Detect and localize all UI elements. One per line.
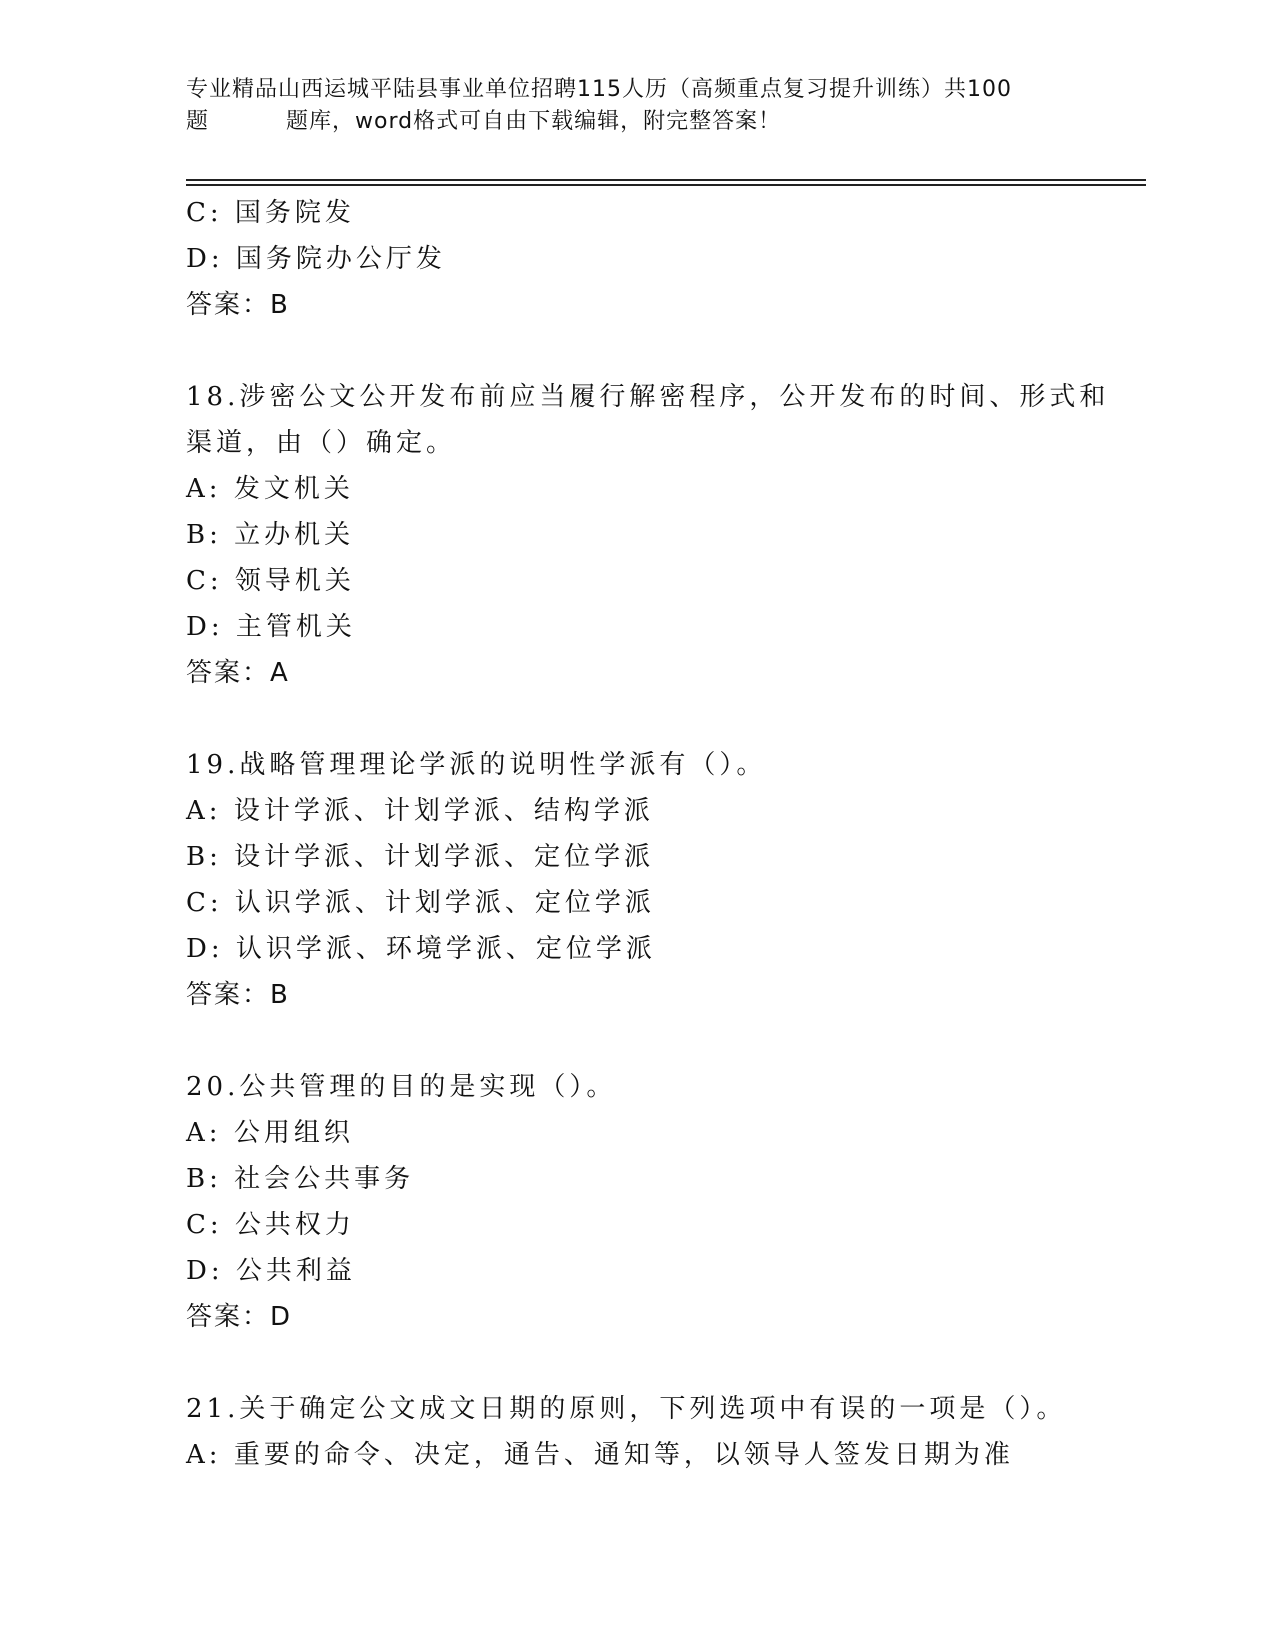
- option-text: 认识学派、计划学派、定位学派: [234, 888, 655, 918]
- header-title-line-2-rest: 题库，word格式可自由下载编辑，附完整答案！: [286, 109, 782, 134]
- option-text: 国务院发: [234, 198, 355, 228]
- option-row: [186, 604, 1146, 650]
- option-key: C:: [186, 888, 223, 918]
- option-key: B:: [186, 520, 222, 550]
- spacer: [186, 1018, 1146, 1064]
- option-text: 领导机关: [234, 566, 355, 596]
- option-row: [186, 1248, 1146, 1294]
- option-text: 设计学派、计划学派、定位学派: [234, 842, 655, 872]
- option-row: [186, 1432, 1146, 1478]
- option-text: 社会公共事务: [234, 1164, 415, 1194]
- option-key: C:: [186, 198, 223, 228]
- option-text: 主管机关: [235, 612, 356, 642]
- option-key: C:: [186, 1210, 223, 1240]
- option-row: [186, 512, 1146, 558]
- option-text: 设计学派、计划学派、结构学派: [233, 796, 654, 826]
- answer-line: 答案：B: [186, 980, 290, 1010]
- option-key: D:: [186, 1256, 224, 1286]
- option-text: 重要的命令、决定，通告、通知等，以领导人签发日期为准: [233, 1440, 1014, 1470]
- option-text: 公用组织: [233, 1118, 354, 1148]
- option-row: [186, 880, 1146, 926]
- answer-line: 答案：A: [186, 658, 290, 688]
- option-key: D:: [186, 934, 224, 964]
- option-key: A:: [186, 1118, 222, 1148]
- document-header: [186, 74, 1146, 138]
- option-row: [186, 558, 1146, 604]
- option-row: [186, 926, 1146, 972]
- header-title-line-2-lead: 题: [186, 109, 210, 134]
- answer-line: 答案：D: [186, 1302, 293, 1332]
- spacer: [186, 1340, 1146, 1386]
- option-text: 国务院办公厅发: [235, 244, 446, 274]
- option-text: 公共权力: [234, 1210, 355, 1240]
- option-row: [186, 1202, 1146, 1248]
- question-list: [186, 190, 1146, 1478]
- option-row: [186, 1110, 1146, 1156]
- spacer: [186, 328, 1146, 374]
- option-text: 公共利益: [235, 1256, 356, 1286]
- answer-line: 答案：B: [186, 290, 290, 320]
- question-stem: 18.涉密公文公开发布前应当履行解密程序，公开发布的时间、形式和: [186, 382, 1110, 412]
- header-title-line-1: 专业精品山西运城平陆县事业单位招聘115人历（高频重点复习提升训练）共100: [186, 77, 1012, 102]
- option-key: B:: [186, 842, 222, 872]
- option-text: 立办机关: [234, 520, 355, 550]
- option-key: A:: [186, 796, 222, 826]
- option-row: [186, 236, 1146, 282]
- option-key: A:: [186, 474, 222, 504]
- option-key: C:: [186, 566, 223, 596]
- question-stem: 21.关于确定公文成文日期的原则，下列选项中有误的一项是（）。: [186, 1394, 1067, 1424]
- option-row: [186, 834, 1146, 880]
- header-divider-top: [186, 179, 1146, 181]
- option-text: 发文机关: [233, 474, 354, 504]
- option-key: D:: [186, 612, 224, 642]
- question-stem: 19.战略管理理论学派的说明性学派有（）。: [186, 750, 767, 780]
- header-divider-bottom: [186, 184, 1146, 186]
- option-row: [186, 788, 1146, 834]
- option-key: B:: [186, 1164, 222, 1194]
- header-title-line-2: [186, 106, 1146, 138]
- option-row: [186, 190, 1146, 236]
- option-row: [186, 466, 1146, 512]
- option-text: 认识学派、环境学派、定位学派: [235, 934, 656, 964]
- option-row: [186, 1156, 1146, 1202]
- option-key: D:: [186, 244, 224, 274]
- spacer: [186, 696, 1146, 742]
- question-stem: 20.公共管理的目的是实现（）。: [186, 1072, 617, 1102]
- question-stem: 渠道，由（）确定。: [186, 428, 457, 458]
- option-key: A:: [186, 1440, 222, 1470]
